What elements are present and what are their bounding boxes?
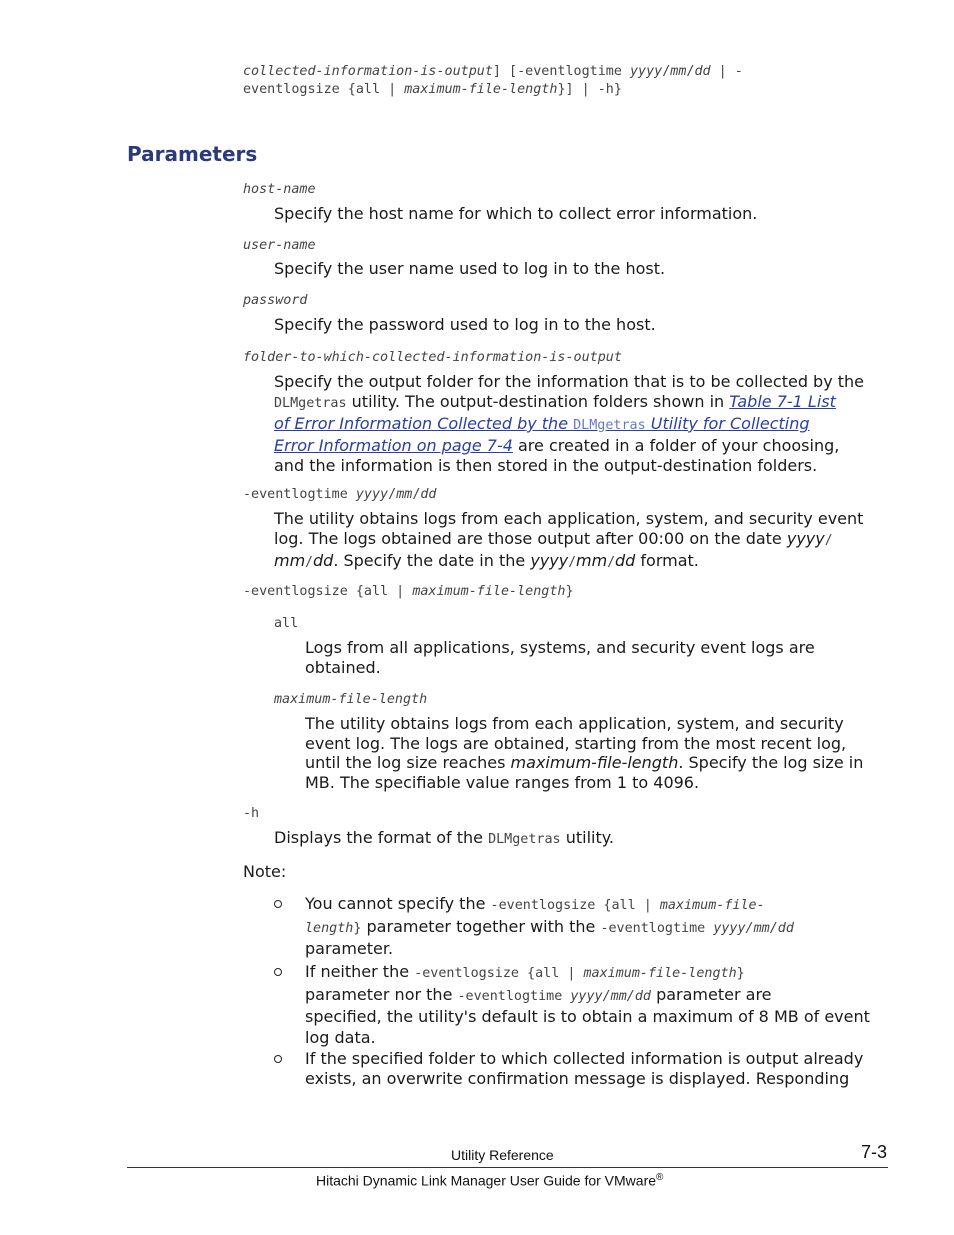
inline-code-italic: yyyy/mm/dd — [570, 988, 651, 1004]
syntax-text: / — [686, 64, 695, 79]
bullet-line: exists, an overwrite confirmation message is displayed. Responding — [305, 1069, 850, 1088]
footer-section-title: Utility Reference — [451, 1147, 554, 1163]
desc-slash: / — [607, 555, 616, 570]
inline-code: DLMgetras — [274, 396, 347, 411]
inline-code-italic: yyyy/mm/dd — [713, 920, 794, 936]
desc-italic: mm — [274, 551, 306, 570]
max-desc-line — [305, 753, 895, 773]
syntax-text: }] | -h} — [557, 82, 622, 97]
desc-italic: mm — [576, 551, 608, 570]
desc-italic: maximum-file-length — [510, 753, 679, 773]
term-text: } — [565, 584, 574, 599]
desc-italic: dd — [615, 551, 636, 570]
desc-text: until the log size reaches — [305, 753, 511, 773]
folder-desc-line — [274, 414, 894, 436]
inline-code: -eventlogsize {all | — [490, 898, 660, 913]
desc-slash: / — [568, 555, 577, 570]
param-folder-term: folder-to-which-collected-information-is-output — [243, 350, 622, 365]
table-7-1-link[interactable]: Table 7-1 List — [729, 392, 836, 411]
term-text: / — [412, 487, 421, 502]
inline-code: -eventlogtime — [457, 988, 571, 1004]
desc-text: You cannot specify the — [305, 894, 491, 913]
folder-text: are created in a folder of your choosing, — [512, 436, 840, 455]
note-bullet-3 — [305, 1049, 895, 1089]
bullet-line — [305, 962, 895, 985]
bullet-line: specified, the utility's default is to obtain a maximum of 8 MB of event — [305, 1007, 870, 1026]
param-h-desc — [274, 828, 614, 850]
term-placeholder: maximum-file-length — [412, 584, 566, 599]
section-heading: Parameters — [127, 142, 258, 166]
syntax-text: eventlogsize {all | — [243, 82, 405, 97]
param-host-name-desc: Specify the host name for which to collect error information. — [274, 204, 758, 223]
max-desc-line: The utility obtains logs from each application, system, and security — [305, 714, 844, 733]
folder-desc-line — [274, 392, 894, 414]
note-bullet-1 — [305, 894, 895, 960]
desc-slash: / — [824, 533, 833, 548]
folder-desc-line — [274, 436, 894, 456]
desc-text: utility. — [560, 828, 615, 847]
param-eventlogtime-desc — [274, 509, 894, 573]
term-placeholder: dd — [420, 487, 437, 502]
folder-desc-line: Specify the output folder for the information that is to be collected by the — [274, 372, 865, 391]
table-7-1-link[interactable] — [274, 414, 810, 433]
syntax-text: ] [-eventlogtime — [492, 64, 630, 79]
desc-text: Displays the format of the — [274, 828, 489, 847]
desc-text: . Specify the date in the — [333, 551, 531, 570]
desc-slash: / — [305, 555, 313, 570]
bullet-line: If the specified folder to which collected information is output already — [305, 1049, 864, 1068]
term-placeholder: yyyy — [355, 487, 389, 502]
desc-text: parameter nor the — [305, 984, 458, 1004]
eventlogtime-desc-line — [274, 551, 894, 573]
inline-code-italic: maximum-file-length — [583, 966, 737, 981]
bullet-line: parameter. — [305, 939, 394, 958]
max-desc-line: MB. The specifiable value ranges from 1 to 4096. — [305, 772, 700, 792]
param-all-desc — [305, 638, 895, 678]
param-h-term: -h — [243, 806, 260, 821]
inline-code-italic: length — [305, 920, 354, 936]
inline-code: DLMgetras — [573, 418, 646, 433]
inline-code-italic: maximum-file- — [659, 898, 765, 913]
page-number: 7-3 — [861, 1142, 888, 1162]
bullet-icon — [274, 968, 282, 976]
param-folder-desc — [274, 372, 894, 476]
param-password-desc: Specify the password used to log in to the host. — [274, 315, 656, 334]
note-bullet-2 — [305, 962, 895, 1048]
desc-text: log. The logs obtained are those output after 00:00 on the date — [274, 529, 787, 548]
inline-code: } — [736, 966, 745, 981]
max-desc-line: event log. The logs are obtained, starting from the most recent log, — [305, 733, 847, 753]
bullet-line: log data. — [305, 1027, 376, 1047]
syntax-placeholder: mm — [670, 64, 687, 79]
footer-book-title — [316, 1172, 663, 1189]
folder-text: utility. The output-destination folders shown in — [346, 392, 730, 411]
inline-code: -eventlogsize {all | — [414, 966, 584, 981]
syntax-text: / — [662, 64, 671, 79]
all-desc-line: Logs from all applications, systems, and security event logs are — [305, 638, 815, 657]
desc-text: parameter together with the — [361, 916, 601, 936]
syntax-placeholder: maximum-file-length — [404, 82, 558, 97]
folder-desc-line: and the information is then stored in the output-destination folders. — [274, 456, 818, 475]
param-eventlogtime-term — [243, 487, 437, 502]
desc-text: If neither the — [305, 962, 415, 981]
inline-code: -eventlogtime — [600, 920, 714, 936]
term-placeholder: mm — [396, 487, 413, 502]
bullet-line — [305, 894, 895, 917]
table-7-1-link[interactable]: Error Information on page 7-4 — [274, 436, 513, 455]
syntax-placeholder: yyyy — [629, 64, 663, 79]
footer-divider — [127, 1167, 888, 1168]
param-eventlogsize-term — [243, 584, 574, 599]
link-text: Utility for Collecting — [645, 414, 810, 433]
desc-italic: yyyy — [530, 551, 569, 570]
syntax-placeholder: collected-information-is-output — [243, 64, 493, 79]
note-label: Note: — [243, 862, 287, 881]
desc-text: parameter are — [651, 984, 772, 1004]
param-max-file-length-desc — [305, 714, 895, 792]
syntax-line-1 — [243, 63, 743, 81]
bullet-icon — [274, 1055, 282, 1063]
all-desc-line: obtained. — [305, 658, 381, 677]
param-user-name-term: user-name — [243, 238, 316, 253]
inline-code: } — [353, 920, 362, 936]
term-text: -eventlogsize {all | — [243, 584, 413, 599]
bullet-line — [305, 985, 895, 1008]
bullet-line — [305, 917, 895, 940]
term-text: -eventlogtime — [243, 487, 356, 502]
param-host-name-term: host-name — [243, 182, 316, 197]
desc-italic: dd — [313, 551, 334, 570]
param-all-term: all — [274, 616, 299, 631]
syntax-line-2 — [243, 81, 622, 99]
desc-text: . Specify the log size in — [678, 753, 864, 773]
eventlogtime-desc-line — [274, 529, 894, 551]
link-text: of Error Information Collected by the — [274, 414, 574, 433]
param-password-term: password — [243, 293, 308, 308]
param-max-file-length-term: maximum-file-length — [274, 692, 428, 707]
registered-mark: ® — [656, 1172, 664, 1183]
desc-text: format. — [635, 551, 699, 570]
eventlogtime-desc-line: The utility obtains logs from each application, system, and security event — [274, 509, 864, 528]
syntax-text: | - — [710, 64, 743, 79]
bullet-icon — [274, 900, 282, 908]
inline-code: DLMgetras — [488, 832, 561, 847]
syntax-placeholder: dd — [694, 64, 711, 79]
desc-italic: yyyy — [786, 529, 825, 548]
param-user-name-desc: Specify the user name used to log in to the host. — [274, 259, 666, 278]
book-title-text: Hitachi Dynamic Link Manager User Guide for VMware — [316, 1172, 657, 1189]
term-text: / — [388, 487, 397, 502]
